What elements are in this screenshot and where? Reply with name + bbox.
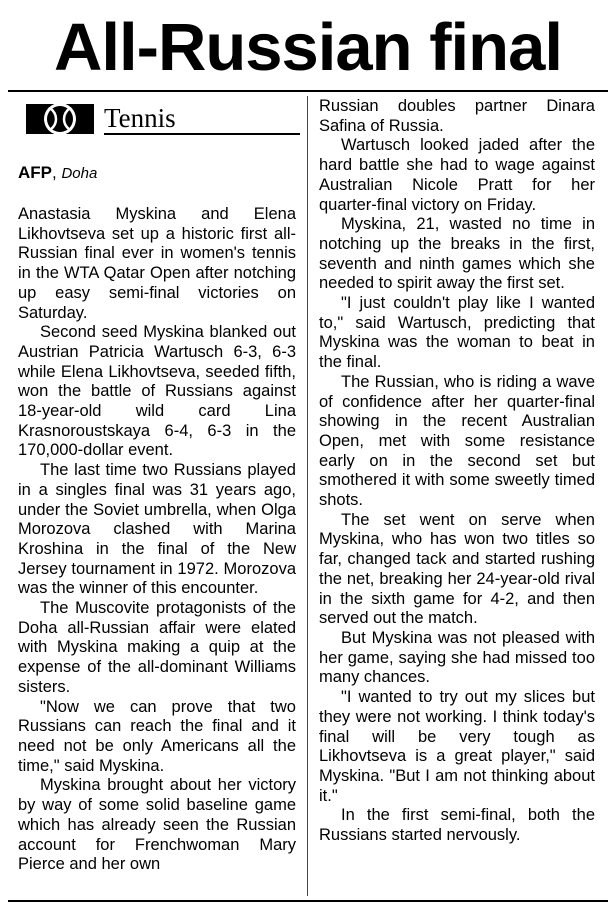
paragraph: In the first semi-final, both the Russians started nervously. [319,806,595,845]
article-column-right [319,97,595,846]
section-underline [104,133,300,135]
byline: AFP, Doha [18,163,98,182]
paragraph: Second seed Myskina blanked out Austrian Patricia Wartusch 6-3, 6-3 while Elena Likhovtseva, seeded fifth, won the battle of Russians against 18-year-old wild card Lina Krasnoroustskaya 6-4, 6-3 in the 170,000-dollar event. [18,323,296,460]
section-tag [18,100,298,136]
paragraph: "Now we can prove that two Russians can reach the final and it need not be only Americans all the time," said Myskina. [18,697,296,775]
paragraph: The last time two Russians played in a singles final was 31 years ago, under the Soviet umbrella, when Olga Morozova clashed with Marina Kroshina in the final of the New Jersey tournament in 1972. Morozova was the winner of this encounter. [18,461,296,598]
paragraph-continuation: Russian doubles partner Dinara Safina of Russia. [319,97,595,135]
paragraph: Anastasia Myskina and Elena Likhovtseva set up a historic first all-Russian final ever in women's tennis in the WTA Qatar Open after notching up easy semi-final victories on Saturday. [18,205,296,322]
article-column-left [18,205,296,875]
section-label: Tennis [104,103,176,133]
paragraph: Wartusch looked jaded after the hard battle she had to wage against Australian Nicole Pratt for her quarter-final victory on Friday. [319,136,595,214]
headline: All-Russian final [54,10,562,85]
paragraph: Myskina, 21, wasted no time in notching up the breaks in the first, seventh and ninth games which she needed to spirit away the first set. [319,215,595,293]
tennis-ball-icon [18,100,102,136]
bottom-rule [8,900,608,902]
column-divider [307,96,308,896]
paragraph: "I just couldn't play like I wanted to," said Wartusch, predicting that Myskina was the woman to beat in the final. [319,294,595,372]
headline-rule [8,90,608,92]
paragraph: The Russian, who is riding a wave of confidence after her quarter-final showing in the recent Australian Open, met with some resistance early on in the second set but smothered it with some sweetly timed shots. [319,372,595,510]
paragraph: But Myskina was not pleased with her game, saying she had missed too many chances. [319,628,595,687]
paragraph: Myskina brought about her victory by way of some solid baseline game which has already seen the Russian account for Frenchwoman Mary Pierce and her own [18,776,296,874]
paragraph: "I wanted to try out my slices but they were not working. I think today's final will be very tough as Likhovtseva is a great player," said Myskina. "But I am not thinking about it." [319,688,595,805]
paragraph: The Muscovite protagonists of the Doha all-Russian affair were elated with Myskina making a quip at the expense of the all-dominant Williams sisters. [18,599,296,696]
byline-city: Doha [61,165,98,182]
paragraph: The set went on serve when Myskina, who has won two titles so far, changed tack and started rushing the net, breaking her 24-year-old rival in the sixth game for 4-2, and then served out the match. [319,510,595,628]
byline-agency: AFP [18,163,52,182]
